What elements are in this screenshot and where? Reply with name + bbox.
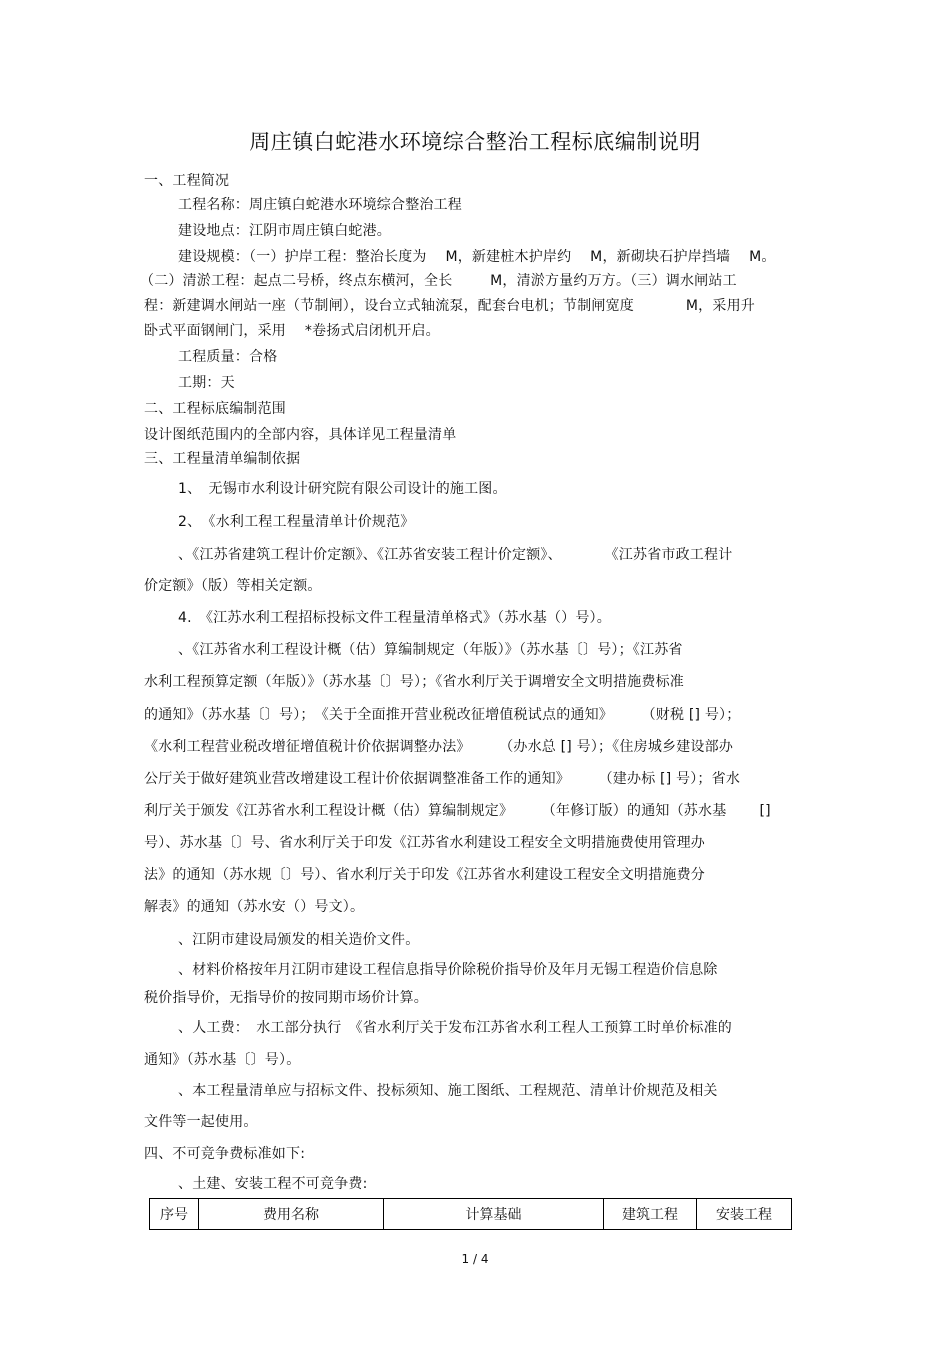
duration-line: 工期：天 [178,375,235,391]
quality-line: 工程质量：合格 [178,349,278,365]
column-header-building: 建筑工程 [604,1199,697,1230]
section-heading-basis: 三、工程量清单编制依据 [144,451,301,467]
basis-item-3-line-1: 、《江苏省建筑工程计价定额》、《江苏省安装工程计价定额》、 《江苏省市政工程计 [178,547,733,563]
basis-item-9-line-2: 文件等一起使用。 [144,1114,258,1130]
basis-item-5-line-2: 水利工程预算定额（年版）》（苏水基〔〕号）；《省水利厅关于调增安全文明措施费标准 [144,674,684,690]
page-number: 1 / 4 [461,1252,489,1266]
basis-item-5-line-6: 利厅关于颁发《江苏省水利工程设计概（估）算编制规定》 （年修订版）的通知（苏水基 [] [144,803,771,819]
basis-item-4: 4. 《江苏水利工程招标投标文件工程量清单格式》（苏水基（）号）。 [178,610,611,626]
column-header-installation: 安装工程 [697,1199,792,1230]
location-line: 建设地点：江阴市周庄镇白蛇港。 [178,223,391,239]
scale-line-4: 卧式平面钢闸门，采用 *卷扬式启闭机开启。 [144,323,440,339]
basis-item-5-line-5: 公厅关于做好建筑业营改增建设工程计价依据调整准备工作的通知》 （建办标 [] 号）；省水 [144,771,741,787]
column-header-fee-name: 费用名称 [199,1199,384,1230]
basis-item-5-line-9: 解表》的通知（苏水安（）号文）。 [144,899,365,915]
section-heading-scope: 二、工程标底编制范围 [144,401,286,417]
basis-item-6: 、江阴市建设局颁发的相关造价文件。 [178,932,420,948]
section-heading-noncompetitive: 四、不可竞争费标准如下: [144,1146,306,1162]
column-header-index: 序号 [150,1199,199,1230]
subsection-civil-install: 、土建、安装工程不可竞争费: [178,1176,368,1192]
basis-item-2: 2、 《水利工程工程量清单计价规范》 [178,514,415,530]
table-header-row [150,1199,792,1230]
scale-line-3: 程：新建调水闸站一座（节制闸），设台立式轴流泵，配套台电机；节制闸宽度 M，采用升 [144,298,755,314]
basis-item-5-line-8: 法》的通知（苏水规〔〕号）、省水利厅关于印发《江苏省水利建设工程安全文明措施费分 [144,867,705,883]
basis-item-8-line-2: 通知》（苏水基〔〕号）。 [144,1052,301,1068]
basis-item-8-line-1: 、人工费： 水工部分执行 《省水利厅关于发布江苏省水利工程人工预算工时单价标准的 [178,1020,732,1036]
basis-item-3-line-2: 价定额》（版）等相关定额。 [144,578,322,594]
basis-item-7-line-2: 税价指导价，无指导价的按同期市场价计算。 [144,990,428,1006]
noncompetitive-fee-table [149,1198,792,1230]
basis-item-5-line-3: 的通知》（苏水基〔〕号）； 《关于全面推开营业税改征增值税试点的通知》 （财税 [] 号）； [144,707,741,723]
column-header-calc-basis: 计算基础 [384,1199,604,1230]
basis-item-1: 1、 无锡市水利设计研究院有限公司设计的施工图。 [178,481,507,497]
project-name-line: 工程名称：周庄镇白蛇港水环境综合整治工程 [178,197,462,213]
scale-line-2: （二）清淤工程：起点二号桥，终点东横河，全长 M，清淤方量约万方。（三）调水闸站工 [140,273,737,289]
basis-item-5-line-7: 号）、苏水基〔〕号、省水利厅关于印发《江苏省水利建设工程安全文明措施费使用管理办 [144,835,705,851]
basis-item-7-line-1: 、材料价格按年月江阴市建设工程信息指导价除税价指导价及年月无锡工程造价信息除 [178,962,718,978]
scale-line-1: 建设规模：（一）护岸工程：整治长度为 M，新建桩木护岸约 M，新砌块石护岸挡墙 M。 [178,249,776,265]
basis-item-9-line-1: 、本工程量清单应与招标文件、投标须知、施工图纸、工程规范、清单计价规范及相关 [178,1083,718,1099]
section-heading-overview: 一、工程简况 [144,173,230,189]
document-title: 周庄镇白蛇港水环境综合整治工程标底编制说明 [249,130,701,154]
scope-line: 设计图纸范围内的全部内容，具体详见工程量清单 [144,427,457,443]
basis-item-5-line-1: 、《江苏省水利工程设计概（估）算编制规定（年版）》（苏水基〔〕号）；《江苏省 [178,642,683,658]
basis-item-5-line-4: 《水利工程营业税改增征增值税计价依据调整办法》 （办水总 [] 号）；《住房城乡建设部办 [144,739,734,755]
